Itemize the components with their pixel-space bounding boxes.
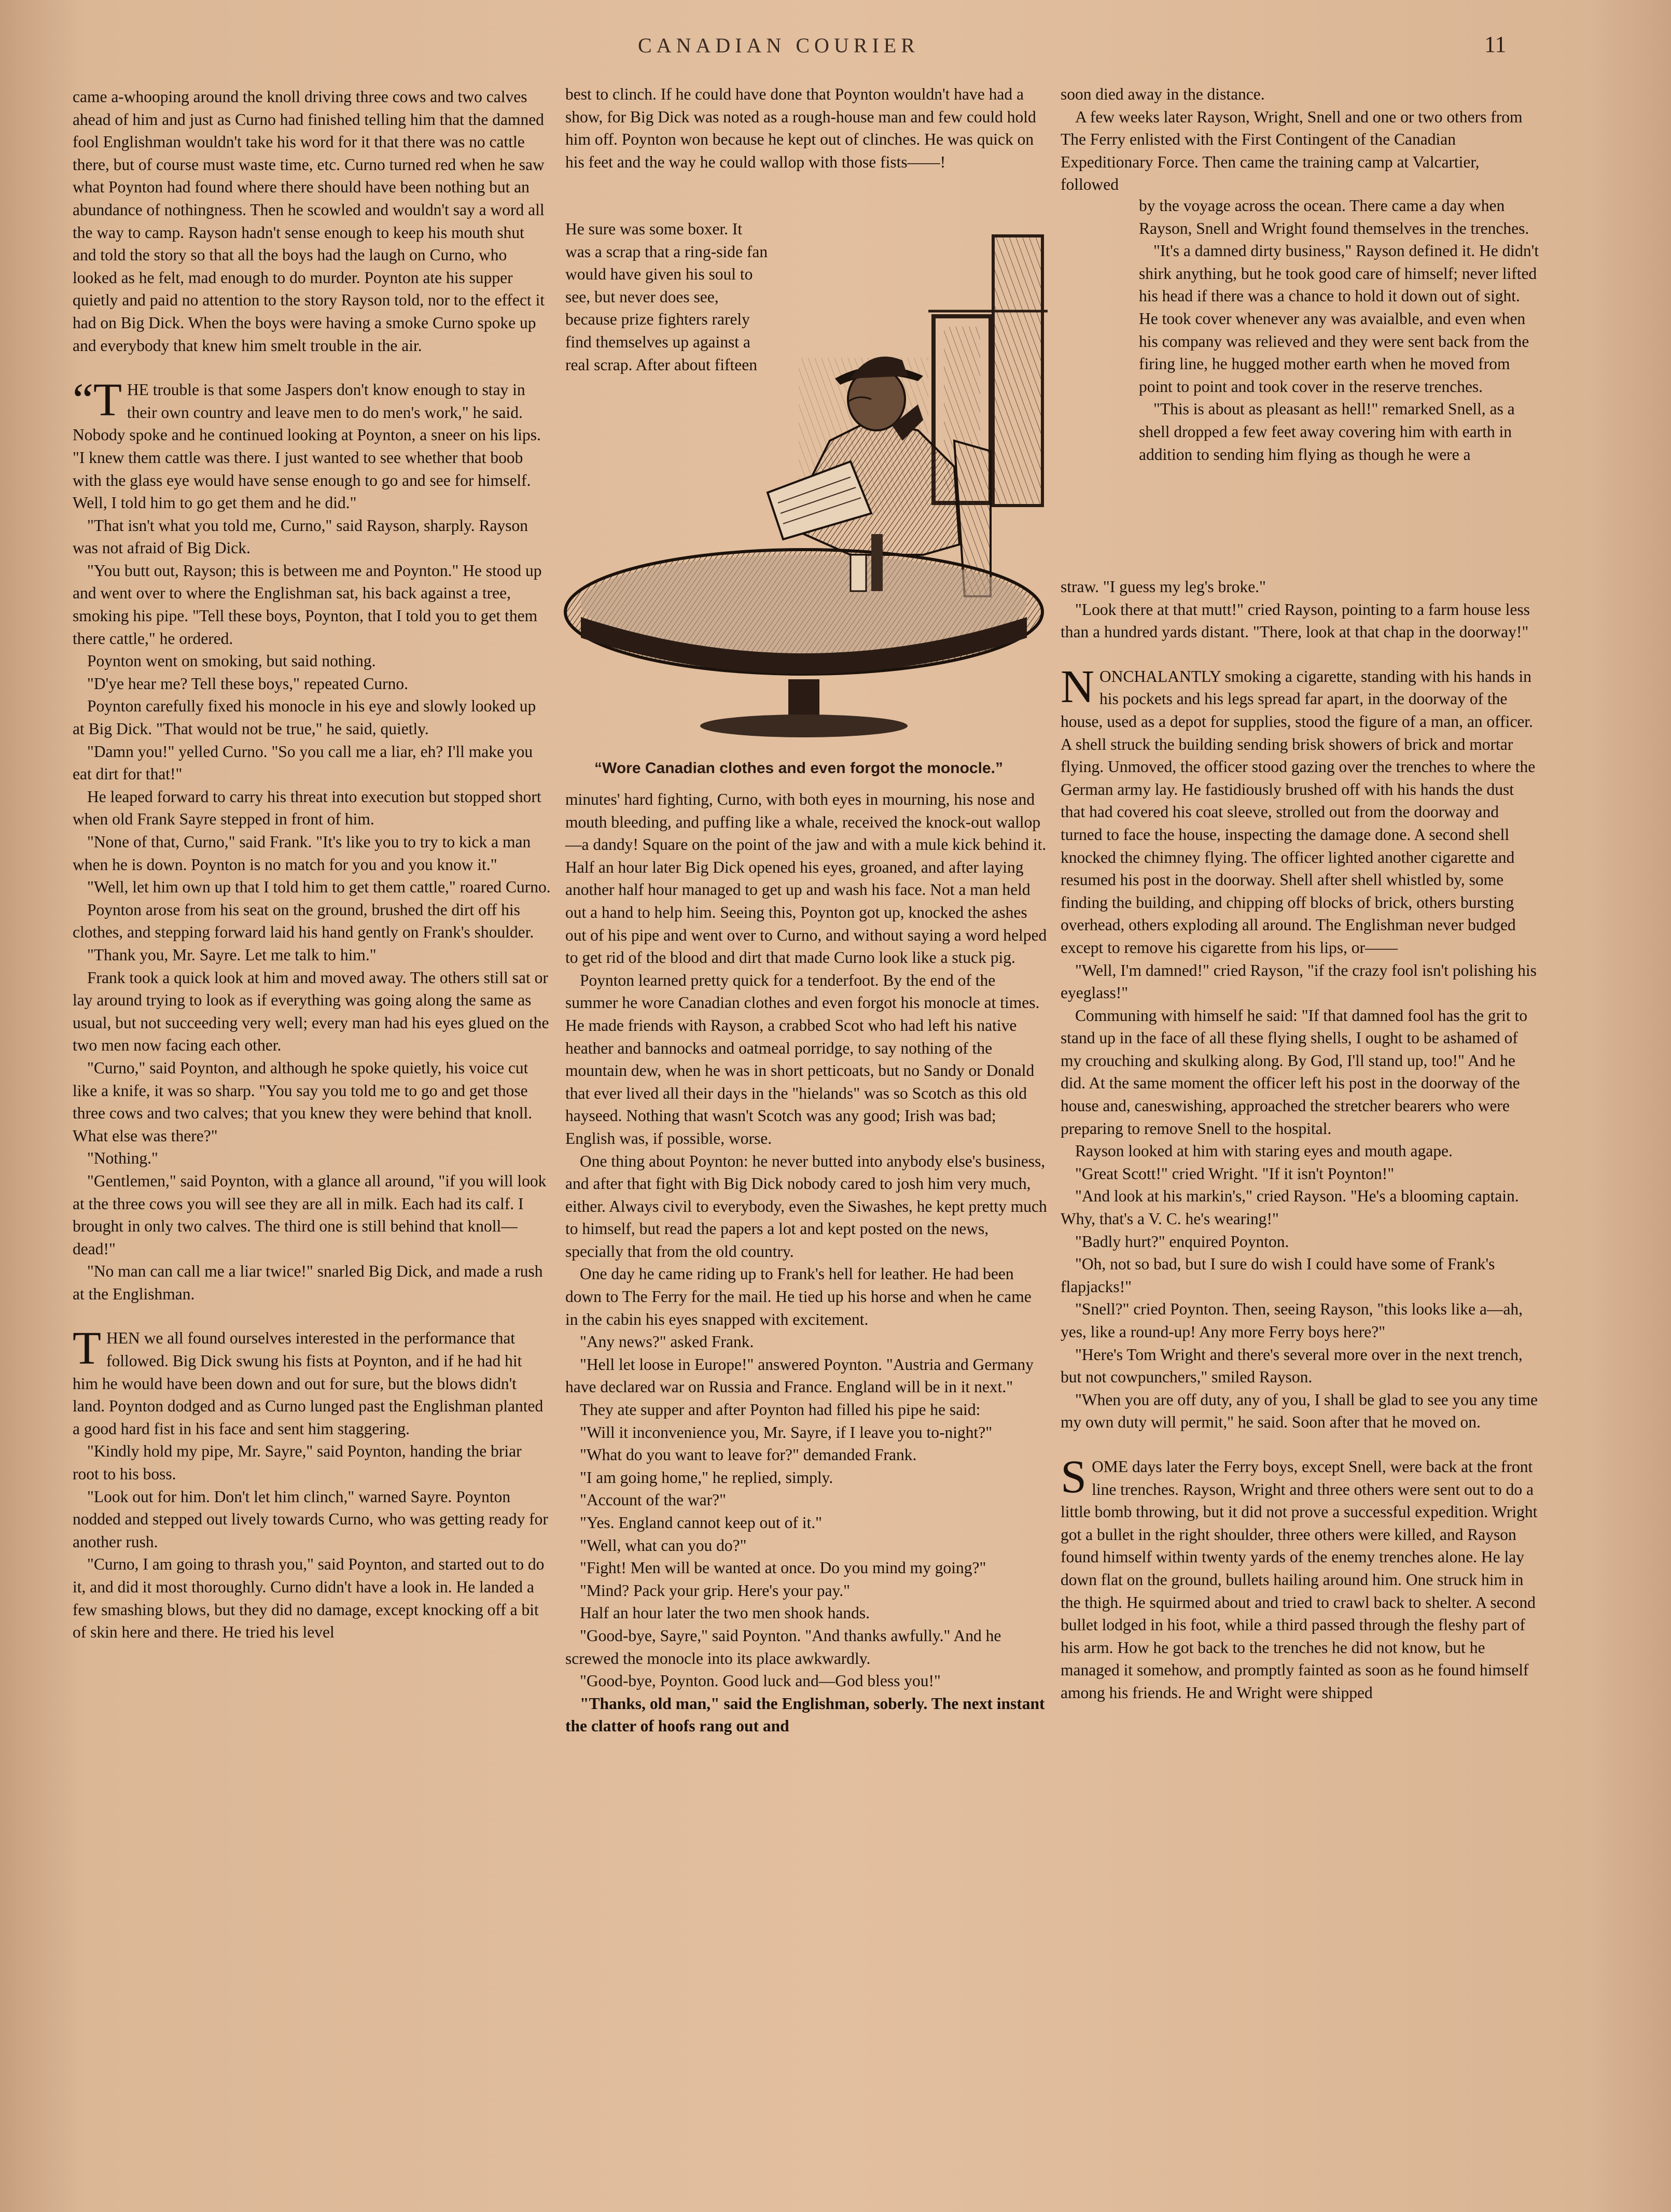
paragraph: "Well, let him own up that I told him to get them cattle," roared Curno.	[87, 878, 551, 897]
paragraph: Communing with himself he said: "If that damned fool has the grit to stand up in the face of all these flying shells, I ought to be ashamed of my crouching and skulking along. By God, I'll stand up, too!" And he did. At the same moment the officer left his post in the doorway of the house and, caneswishing, approached the stretcher bearers who were preparing to remove Snell to the hospital.	[1061, 1006, 1527, 1138]
paragraph: They ate supper and after Poynton had filled his pipe he said:	[580, 1401, 981, 1419]
paragraph: "No man can call me a liar twice!" snarled Big Dick, and made a rush at the Englishman.	[73, 1262, 543, 1303]
paragraph: "Gentlemen," said Poynton, with a glance all around, "if you will look at the three cows you will see they are all in milk. Each had its calf. I brought in only two calves. The third one is still behind that knoll—dead!"	[73, 1171, 547, 1258]
paragraph: "Look there at that mutt!" cried Rayson, pointing to a farm house less than a hundred yards distant. "There, look at that chap in the doorway!"	[1061, 600, 1530, 641]
paragraph: soon died away in the distance.	[1061, 85, 1265, 103]
column-3-bottom	[1061, 576, 1540, 1704]
paragraph: straw. "I guess my leg's broke."	[1061, 578, 1266, 596]
column-3-top	[1061, 83, 1540, 196]
paragraph: "Curno, I am going to thrash you," said Poynton, and started out to do it, and did it most thoroughly. Curno didn't have a look in. He landed a few smashing blows, but they did no damage, except knocking off a bit of skin here and there. He tried his level	[73, 1555, 545, 1642]
paragraph: "That isn't what you told me, Curno," said Rayson, sharply. Rayson was not afraid of Big Dick.	[73, 516, 528, 557]
column-2-bottom	[565, 788, 1048, 1738]
paragraph: "Badly hurt?" enquired Poynton.	[1075, 1232, 1289, 1251]
paragraph: "It's a damned dirty business," Rayson defined it. He didn't shirk anything, but he took good care of himself; never lifted his head if there was a chance to hold it down out of sight. He took cover whenever any was avaialble, and even when his company was relieved and they were sent back from the firing line, he hugged mother earth when he moved from point to point and took cover in the reserve trenches.	[1139, 242, 1539, 396]
paragraph: came a-whooping around the knoll driving three cows and two calves ahead of him and just as Curno had finished telling him that the damned fool Englishman wouldn't take his word for it that there was no cattle there, but of course must waste time, etc. Curno turned red when he saw what Poynton had found where there should have been nothing but an abundance of nothingness. Then he scowled and wouldn't say a word all the way to camp. Rayson hadn't sense enough to keep his mouth shut and told the story so that all the boys had the laugh on Curno, who looked as he felt, mad enough to do murder. Poynton ate his supper quietly and paid no attention to the story Rayson told, nor to the effect it had on Big Dick. When the boys were having a smoke Curno spoke up and everybody that knew him smelt trouble in the air.	[73, 88, 545, 355]
paragraph: NONCHALANTLY smoking a cigarette, standing with his hands in his pockets and his legs spread far apart, in the doorway of the house, used as a depot for supplies, stood the figure of a man, an officer. A shell struck the building sending brisk showers of brick and mortar flying. Unmoved, the officer stood gazing over the trenches to where the German army lay. He fastidiously brushed off with his hands the dust that had covered his coat sleeve, strolled out from the doorway and turned to face the house, inspecting the damage done. A second shell knocked the chimney flying. The officer lighted another cigarette and resumed his post in the doorway. Shell after shell whistled by, some finding the building, and chipping off blocks of brick, others bursting overhead, others exploding all around. The Englishman never budged except to remove his cigarette from his lips, or——	[1061, 661, 1536, 957]
paragraph: "Fight! Men will be wanted at once. Do you mind my going?"	[580, 1559, 986, 1577]
paragraph: SOME days later the Ferry boys, except Snell, were back at the front line trenches. Rayson, Wright and three others were sent out to do a little bomb throwing, but it did not prove a successful expedition. Wright got a bullet in the right shoulder, three others were killed, and Rayson found himself within twenty yards of the enemy trenches alone. He lay down flat on the ground, bullets hailing around him. One struck him in the thigh. He squirmed about and tried to crawl back to shelter. A second bullet lodged in his foot, while a third passed through the fleshy part of his arm. How he got back to the trenches he did not know, but he managed it somehow, and promptly fainted as soon as he found himself among his friends. He and Wright were shipped	[1061, 1451, 1538, 1702]
paragraph: "Well, I'm damned!" cried Rayson, "if the crazy fool isn't polishing his eyeglass!"	[1061, 961, 1537, 1002]
paragraph: "Any news?" asked Frank.	[580, 1333, 754, 1351]
paragraph: A few weeks later Rayson, Wright, Snell and one or two others from The Ferry enlisted with the First Contingent of the Canadian Expeditionary Force. Then came the training camp at Valcartier, followed	[1061, 107, 1523, 194]
paragraph: THEN we all found ourselves interested in the performance that followed. Big Dick swung his fists at Poynton, and if he had hit him he would have been down and out for sure, but the blows didn't land. Poynton dodged and as Curno lunged past the Englishman planted a good hard fist in his face and sent him staggering.	[73, 1323, 544, 1438]
drop-cap: T	[73, 1323, 101, 1375]
paragraph: "Look out for him. Don't let him clinch," warned Sayre. Poynton nodded and stepped out lively towards Curno, who was getting ready for another rush.	[73, 1487, 548, 1551]
paragraph: "Mind? Pack your grip. Here's your pay."	[580, 1581, 850, 1600]
drop-cap: “T	[73, 374, 122, 426]
paragraph: "Hell let loose in Europe!" answered Poynton. "Austria and Germany have declared war on Russia and France. England will be in it next."	[565, 1355, 1034, 1396]
drop-cap: N	[1061, 661, 1094, 712]
paragraph: "Well, what can you do?"	[580, 1536, 747, 1555]
drop-cap: S	[1061, 1451, 1087, 1503]
paragraph: "Thank you, Mr. Sayre. Let me talk to him."	[87, 945, 377, 964]
paragraph: "When you are off duty, any of you, I shall be glad to see you any time my own duty will permit," he said. Soon after that he moved on.	[1061, 1390, 1538, 1432]
paragraph: "What do you want to leave for?" demanded Frank.	[580, 1446, 917, 1464]
paragraph: "Curno," said Poynton, and although he spoke quietly, his voice cut like a knife, it was so sharp. "You say you told me to go and get those three cows and two calves; that you knew they were behind that knoll. What else was there?"	[73, 1058, 533, 1145]
paragraph: minutes' hard fighting, Curno, with both eyes in mourning, his nose and mouth bleeding, and puffing like a whale, received the knock-out wallop—a dandy! Square on the point of the jaw and with a mule kick behind it. Half an hour later Big Dick opened his eyes, groaned, and after laying another half hour managed to get up and wash his face. Not a man held out a hand to help him. Seeing this, Poynton got up, knocked the ashes out of his pipe and went over to Curno, and without saying a word helped to get rid of the blood and dirt that made Curno look like a stuck pig.	[565, 790, 1047, 967]
paragraph: Frank took a quick look at him and moved away. The others still sat or lay around trying to look as if everything was going along the same as usual, but not succeeding very well; every man had his eyes glued on the two men now facing each other.	[73, 968, 549, 1055]
paragraph: "You butt out, Rayson; this is between me and Poynton." He stood up and went over to where the Englishman sat, his back against a tree, smoking his pipe. "Tell these boys, Poynton, that I told you to get them there cattle," he ordered.	[73, 561, 542, 648]
paragraph: best to clinch. If he could have done that Poynton wouldn't have had a show, for Big Dick was noted as a rough-house man and few could hold him off. Poynton won because he kept out of clinches. He was quick on his feet and the way he could wallop with those fists——!	[565, 85, 1036, 171]
page-number: 11	[1484, 32, 1507, 57]
paragraph: Poynton went on smoking, but said nothing.	[87, 652, 376, 670]
paragraph: Half an hour later the two men shook hands.	[580, 1604, 870, 1622]
paragraph: "Good-bye, Poynton. Good luck and—God bless you!"	[580, 1672, 941, 1690]
paragraph: "Yes. England cannot keep out of it."	[580, 1514, 822, 1532]
paragraph: "Nothing."	[87, 1149, 158, 1168]
paragraph: One day he came riding up to Frank's hell for leather. He had been down to The Ferry for the mail. He tied up his horse and when he came in the cabin his eyes snapped with excitement.	[565, 1265, 1032, 1328]
paragraph: "Damn you!" yelled Curno. "So you call me a liar, eh? I'll make you eat dirt for that!"	[73, 742, 533, 783]
paragraph: "Oh, not so bad, but I sure do wish I could have some of Frank's flapjacks!"	[1061, 1255, 1495, 1296]
paragraph: One thing about Poynton: he never butted into anybody else's business, and after that fight with Big Dick nobody cared to josh him very much, either. Always civil to everybody, even the Siwashes, he kept pretty much to himself, but read the papers a lot and kept posted on the news, specially that from the old country.	[565, 1152, 1047, 1261]
paragraph: "This is about as pleasant as hell!" remarked Snell, as a shell dropped a few feet away covering him with earth in addition to sending him flying as though he were a	[1139, 400, 1515, 464]
paragraph: "Here's Tom Wright and there's several more over in the next trench, but not cowpunchers," smiled Rayson.	[1061, 1345, 1523, 1387]
masthead: CANADIAN COURIER	[638, 34, 920, 57]
paragraph: "I am going home," he replied, simply.	[580, 1468, 833, 1487]
column-2-top	[565, 83, 1048, 173]
column-3-beside-illustration	[1139, 194, 1541, 466]
paragraph: by the voyage across the ocean. There came a day when Rayson, Snell and Wright found themselves in the trenches.	[1139, 197, 1529, 237]
paragraph: "And look at his markin's," cried Rayson. "He's a blooming captain. Why, that's a V. C. he's wearing!"	[1061, 1187, 1519, 1228]
paragraph: "Account of the war?"	[580, 1491, 726, 1509]
column-1	[73, 86, 551, 1644]
paragraph: Poynton carefully fixed his monocle in his eye and slowly looked up at Big Dick. "That would not be true," he said, quietly.	[73, 697, 536, 738]
paragraph: Poynton learned pretty quick for a tenderfoot. By the end of the summer he wore Canadian clothes and even forgot his monocle at times. He made friends with Rayson, a crabbed Scot who had left his native heather and bannocks and oatmeal porridge, to say nothing of the mountain dew, when he was in short petticoats, but no Sandy or Donald that ever lived all their days in the "hielands" was so Scotch as this old hayseed. Nothing that wasn't Scotch was any good; Irish was bad; English was, if possible, worse.	[565, 971, 1040, 1147]
paragraph: Rayson looked at him with staring eyes and mouth agape.	[1075, 1142, 1453, 1160]
paragraph: "Will it inconvenience you, Mr. Sayre, if I leave you to-night?"	[580, 1423, 993, 1441]
paragraph: He sure was some boxer. It was a scrap that a ring-side fan would have given his soul to see, but never does see, because prize fighters rarely find themselves up against a real scrap. After about fifteen	[565, 220, 768, 374]
paragraph: He leaped forward to carry his threat into execution but stopped short when old Frank Sayre stepped in front of him.	[73, 787, 541, 829]
illustration-officer-reading	[560, 223, 1048, 747]
paragraph: "Good-bye, Sayre," said Poynton. "And thanks awfully." And he screwed the monocle into its place awkwardly.	[565, 1626, 1001, 1668]
paragraph: Poynton arose from his seat on the ground, brushed the dirt off his clothes, and stepping forward laid his hand gently on Frank's shoulder.	[73, 900, 534, 942]
paragraph: "Great Scott!" cried Wright. "If it isn't Poynton!"	[1075, 1164, 1395, 1183]
page-header	[0, 33, 1671, 64]
paragraph: "Thanks, old man," said the Englishman, soberly. The next instant the clatter of hoofs rang out and	[565, 1694, 1045, 1735]
paragraph: "D'ye hear me? Tell these boys," repeated Curno.	[87, 674, 409, 693]
paragraph: "Kindly hold my pipe, Mr. Sayre," said Poynton, handing the briar root to his boss.	[73, 1442, 522, 1483]
paragraph: “THE trouble is that some Jaspers don't know enough to stay in their own country and leave men to do men's work," he said. Nobody spoke and he continued looking at Poynton, a sneer on his lips. "I knew them cattle was there. I just wanted to see whether that boob with the glass eye would have sense enough to go and see for himself. Well, I told him to go get them and he did."	[73, 374, 541, 512]
illustration-caption: “Wore Canadian clothes and even forgot the monocle.”	[594, 760, 1003, 777]
paragraph: "None of that, Curno," said Frank. "It's like you to try to kick a man when he is down. Poynton is no match for you and you know it."	[73, 833, 531, 874]
paragraph: "Snell?" cried Poynton. Then, seeing Rayson, "this looks like a—ah, yes, like a round-up! Any more Ferry boys here?"	[1061, 1300, 1523, 1341]
